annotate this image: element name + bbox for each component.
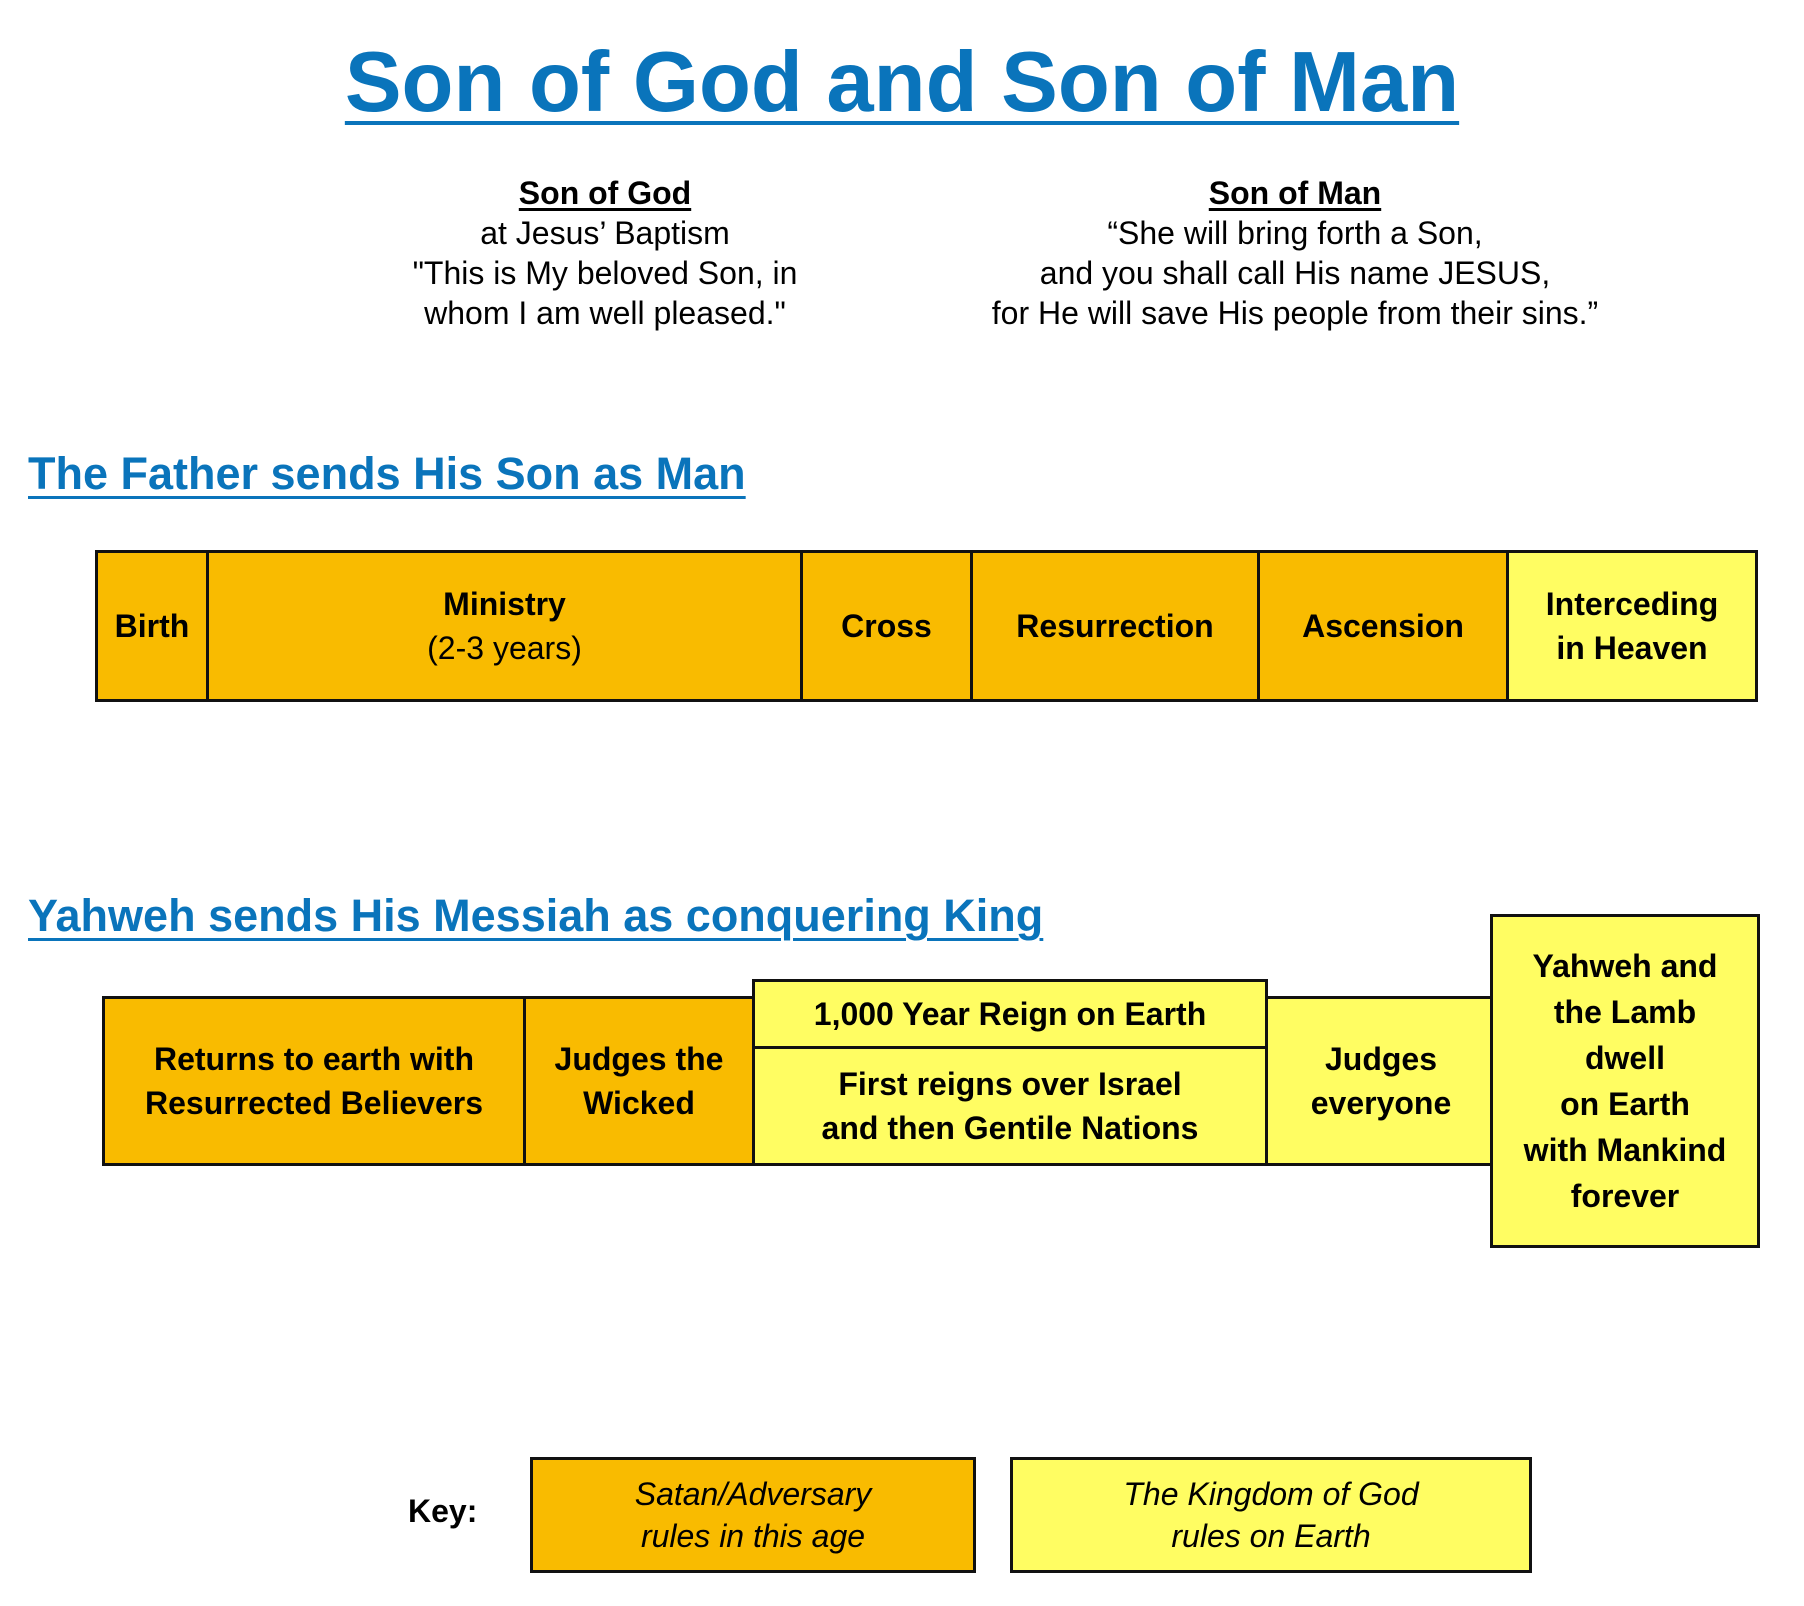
box-label: forever — [1570, 1178, 1680, 1214]
section-heading-father: The Father sends His Son as Man — [28, 448, 746, 499]
box-thousand-year-reign — [752, 979, 1268, 1049]
key-label: Key: — [408, 1493, 478, 1529]
son-of-god-line: at Jesus’ Baptism — [480, 215, 730, 251]
son-of-man-line: for He will save His people from their sins.” — [991, 295, 1599, 331]
timeline-box-ascension — [1257, 550, 1509, 702]
box-label: Cross — [841, 608, 932, 644]
box-label: Judges the — [554, 1041, 724, 1077]
box-label: Ministry — [443, 586, 566, 622]
son-of-man-line: and you shall call His name JESUS, — [1039, 255, 1551, 291]
box-label: in Heaven — [1556, 630, 1708, 666]
box-label: Ascension — [1302, 608, 1464, 644]
box-label: and then Gentile Nations — [821, 1110, 1199, 1146]
son-of-god-line: whom I am well pleased." — [424, 295, 786, 331]
key-satan-box — [530, 1457, 976, 1573]
son-of-god-heading: Son of God — [518, 175, 692, 211]
son-of-man-line: “She will bring forth a Son, — [1107, 215, 1483, 251]
box-label: 1,000 Year Reign on Earth — [813, 996, 1207, 1032]
son-of-god-line: "This is My beloved Son, in — [412, 255, 798, 291]
box-returns-to-earth — [102, 996, 526, 1166]
box-label: Wicked — [583, 1085, 695, 1121]
box-judges-wicked — [523, 996, 755, 1166]
box-judges-everyone — [1265, 996, 1497, 1166]
box-label: Birth — [114, 608, 190, 644]
box-label: everyone — [1310, 1085, 1452, 1121]
timeline-box-interceding — [1506, 550, 1758, 702]
box-label: Resurrected Believers — [145, 1085, 483, 1121]
key-text: Satan/Adversary — [634, 1476, 872, 1512]
timeline-box-cross — [800, 550, 973, 702]
son-of-man-heading: Son of Man — [1208, 175, 1382, 211]
box-label: First reigns over Israel — [838, 1066, 1182, 1102]
section-heading-yahweh: Yahweh sends His Messiah as conquering King — [28, 890, 1044, 941]
page-title: Son of God and Son of Man — [344, 35, 1460, 130]
timeline-box-ministry — [206, 550, 803, 702]
key-text: rules in this age — [640, 1518, 866, 1554]
son-of-god-block — [330, 173, 880, 333]
key-text: rules on Earth — [1171, 1518, 1371, 1554]
timeline-box-birth — [95, 550, 209, 702]
box-sublabel: (2-3 years) — [427, 630, 582, 666]
box-label: Judges — [1324, 1041, 1438, 1077]
box-label: Returns to earth with — [153, 1041, 474, 1077]
timeline-box-resurrection — [970, 550, 1260, 702]
box-first-reigns — [752, 1046, 1268, 1166]
key-text: The Kingdom of God — [1123, 1476, 1419, 1512]
son-of-man-block — [900, 173, 1690, 333]
box-label: dwell — [1584, 1040, 1665, 1076]
box-label: on Earth — [1560, 1086, 1690, 1122]
box-label: Interceding — [1545, 586, 1719, 622]
box-label: the Lamb — [1553, 994, 1697, 1030]
box-dwell-forever — [1490, 914, 1760, 1248]
box-label: with Mankind — [1523, 1132, 1727, 1168]
key-kingdom-box — [1010, 1457, 1532, 1573]
box-label: Resurrection — [1016, 608, 1214, 644]
box-label: Yahweh and — [1532, 948, 1718, 984]
